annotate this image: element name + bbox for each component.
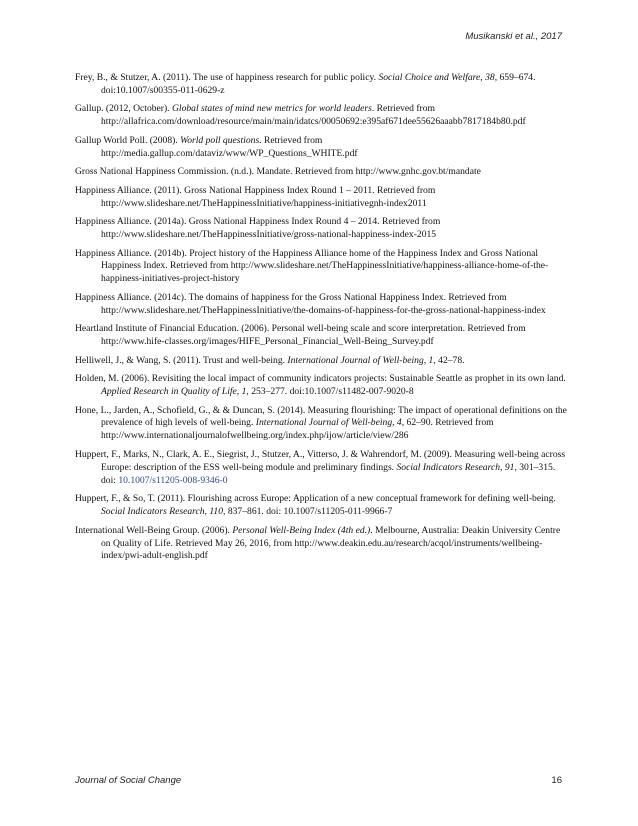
reference-text: Happiness Alliance. (2014b). Project history of the Happiness Alliance home of the Happiness Index and Gross National Happiness Index. Retrieved from http://www.slideshare.net/TheHappinessInitiative/happiness-alliance-home-of-the-happiness-initiatives-project-history — [75, 247, 549, 285]
reference-entry — [75, 525, 571, 564]
reference-text: Happiness Alliance. (2011). Gross National Happiness Index Round 1 – 2011. Retrieved from http://www.slideshare.net/TheHappinessInitiative/happiness-initiativegnh-index2011 — [75, 184, 436, 209]
reference-list — [75, 72, 571, 569]
reference-entry — [75, 72, 571, 98]
reference-text: , 253–277. doi:10.1007/s11482-007-9020-8 — [246, 386, 414, 398]
reference-text: . Retrieved from http://media.gallup.com/dataviz/www/WP_Questions_WHITE.pdf — [101, 134, 358, 159]
reference-text: Gallup. (2012, October). — [75, 103, 172, 115]
reference-entry — [75, 216, 571, 242]
reference-text: , 42–78. — [433, 354, 465, 366]
footer-journal-title: Journal of Social Change — [75, 775, 182, 786]
reference-text: International Well-Being Group. (2006). — [75, 524, 233, 536]
reference-text: Heartland Institute of Financial Education. (2006). Personal well-being scale and score interpretation. Retrieved from http://www.hife-classes.org/images/HIFE_Personal_Financial_Well-Being_Survey.pdf — [75, 323, 526, 348]
reference-entry — [75, 449, 571, 488]
reference-entry — [75, 166, 571, 179]
reference-source-title: International Journal of Well-being, 4 — [255, 417, 402, 429]
reference-source-title: World poll questions — [180, 134, 260, 146]
reference-doi-link[interactable]: 10.1007/s11205-008-9346-0 — [118, 474, 228, 486]
reference-text: Holden, M. (2006). Revisiting the local impact of community indicators projects: Sustainable Seattle as prophet in its own land. — [75, 373, 566, 385]
reference-text: Happiness Alliance. (2014c). The domains of happiness for the Gross National Happiness Index. Retrieved from http://www.slideshare.net/TheHappinessInitiative/the-domains-of-happiness-for-the-gross-national-happiness-index — [75, 291, 546, 316]
reference-text: Gross National Happiness Commission. (n.d.). Mandate. Retrieved from http://www.gnhc.gov.bt/mandate — [75, 166, 481, 178]
reference-entry — [75, 103, 571, 129]
reference-entry — [75, 292, 571, 318]
footer-page-number: 16 — [551, 775, 562, 786]
reference-source-title: International Journal of Well-being, 1 — [287, 354, 434, 366]
reference-entry — [75, 135, 571, 161]
reference-text: , — [500, 461, 505, 473]
reference-entry — [75, 355, 571, 368]
reference-text: Hone, L., Jarden, A., Schofield, G., & & Duncan, S. (2014). Measuring flourishing: The impact of operational definitions on the prevalence of high levels of well-being. — [75, 404, 567, 429]
reference-text: , 837–861. doi: 10.1007/s11205-011-9966-7 — [223, 506, 393, 518]
reference-text: Huppert, F., & So, T. (2011). Flourishing across Europe: Application of a new conceptual framework for defining well-being. — [75, 493, 556, 505]
reference-source-title: Global states of mind new metrics for world leaders — [171, 103, 372, 115]
reference-text: . Melbourne, Australia: Deakin University Centre on Quality of Life. Retrieved May 26, 2016, from http://www.deakin.edu.au/research/acqol/instruments/wellbeing-index/pwi-adult-english.pdf — [101, 524, 561, 562]
running-head: Musikanski et al., 2017 — [465, 31, 562, 42]
reference-source-title: Social Indicators Research, 110 — [101, 506, 224, 518]
reference-text: Gallup World Poll. (2008). — [75, 134, 181, 146]
reference-entry — [75, 248, 571, 287]
reference-source-title: Personal Well-Being Index (4th ed.) — [232, 524, 371, 536]
reference-source-title: Social Indicators Research — [396, 461, 501, 473]
reference-text: , 301–315. doi: — [101, 461, 556, 486]
reference-entry — [75, 185, 571, 211]
reference-text: , 62–90. Retrieved from http://www.internationaljournalofwellbeing.org/index.php/ijow/article/view/286 — [101, 417, 494, 442]
reference-source-title: Applied Research in Quality of Life, 1 — [101, 386, 247, 398]
reference-text: Huppert, F., Marks, N., Clark, A. E., Siegrist, J., Stutzer, A., Vitterso, J. & Wahrendorf, M. (2009). Measuring well-being across Europe: description of the ESS well-being module and preliminary findings. — [75, 448, 566, 473]
reference-text: , 659–674. doi:10.1007/s00355-011-0629-z — [101, 72, 536, 96]
reference-entry — [75, 493, 571, 519]
reference-source-title: Social Choice and Welfare, 38 — [378, 72, 495, 83]
reference-entry — [75, 373, 571, 399]
reference-text: Helliwell, J., & Wang, S. (2011). Trust and well-being. — [75, 354, 288, 366]
reference-text: . Retrieved from http://allafrica.com/download/resource/main/main/idatcs/00050692:e395af671dee55626aaabb7817184b80.pdf — [101, 103, 526, 128]
reference-text: Frey, B., & Stutzer, A. (2011). The use of happiness research for public policy. — [75, 72, 379, 83]
reference-source-title: 91 — [504, 461, 515, 473]
reference-entry — [75, 323, 571, 349]
reference-text: Happiness Alliance. (2014a). Gross National Happiness Index Round 4 – 2014. Retrieved from http://www.slideshare.net/TheHappinessInitiative/gross-national-happiness-index-2015 — [75, 216, 441, 241]
reference-entry — [75, 405, 571, 444]
